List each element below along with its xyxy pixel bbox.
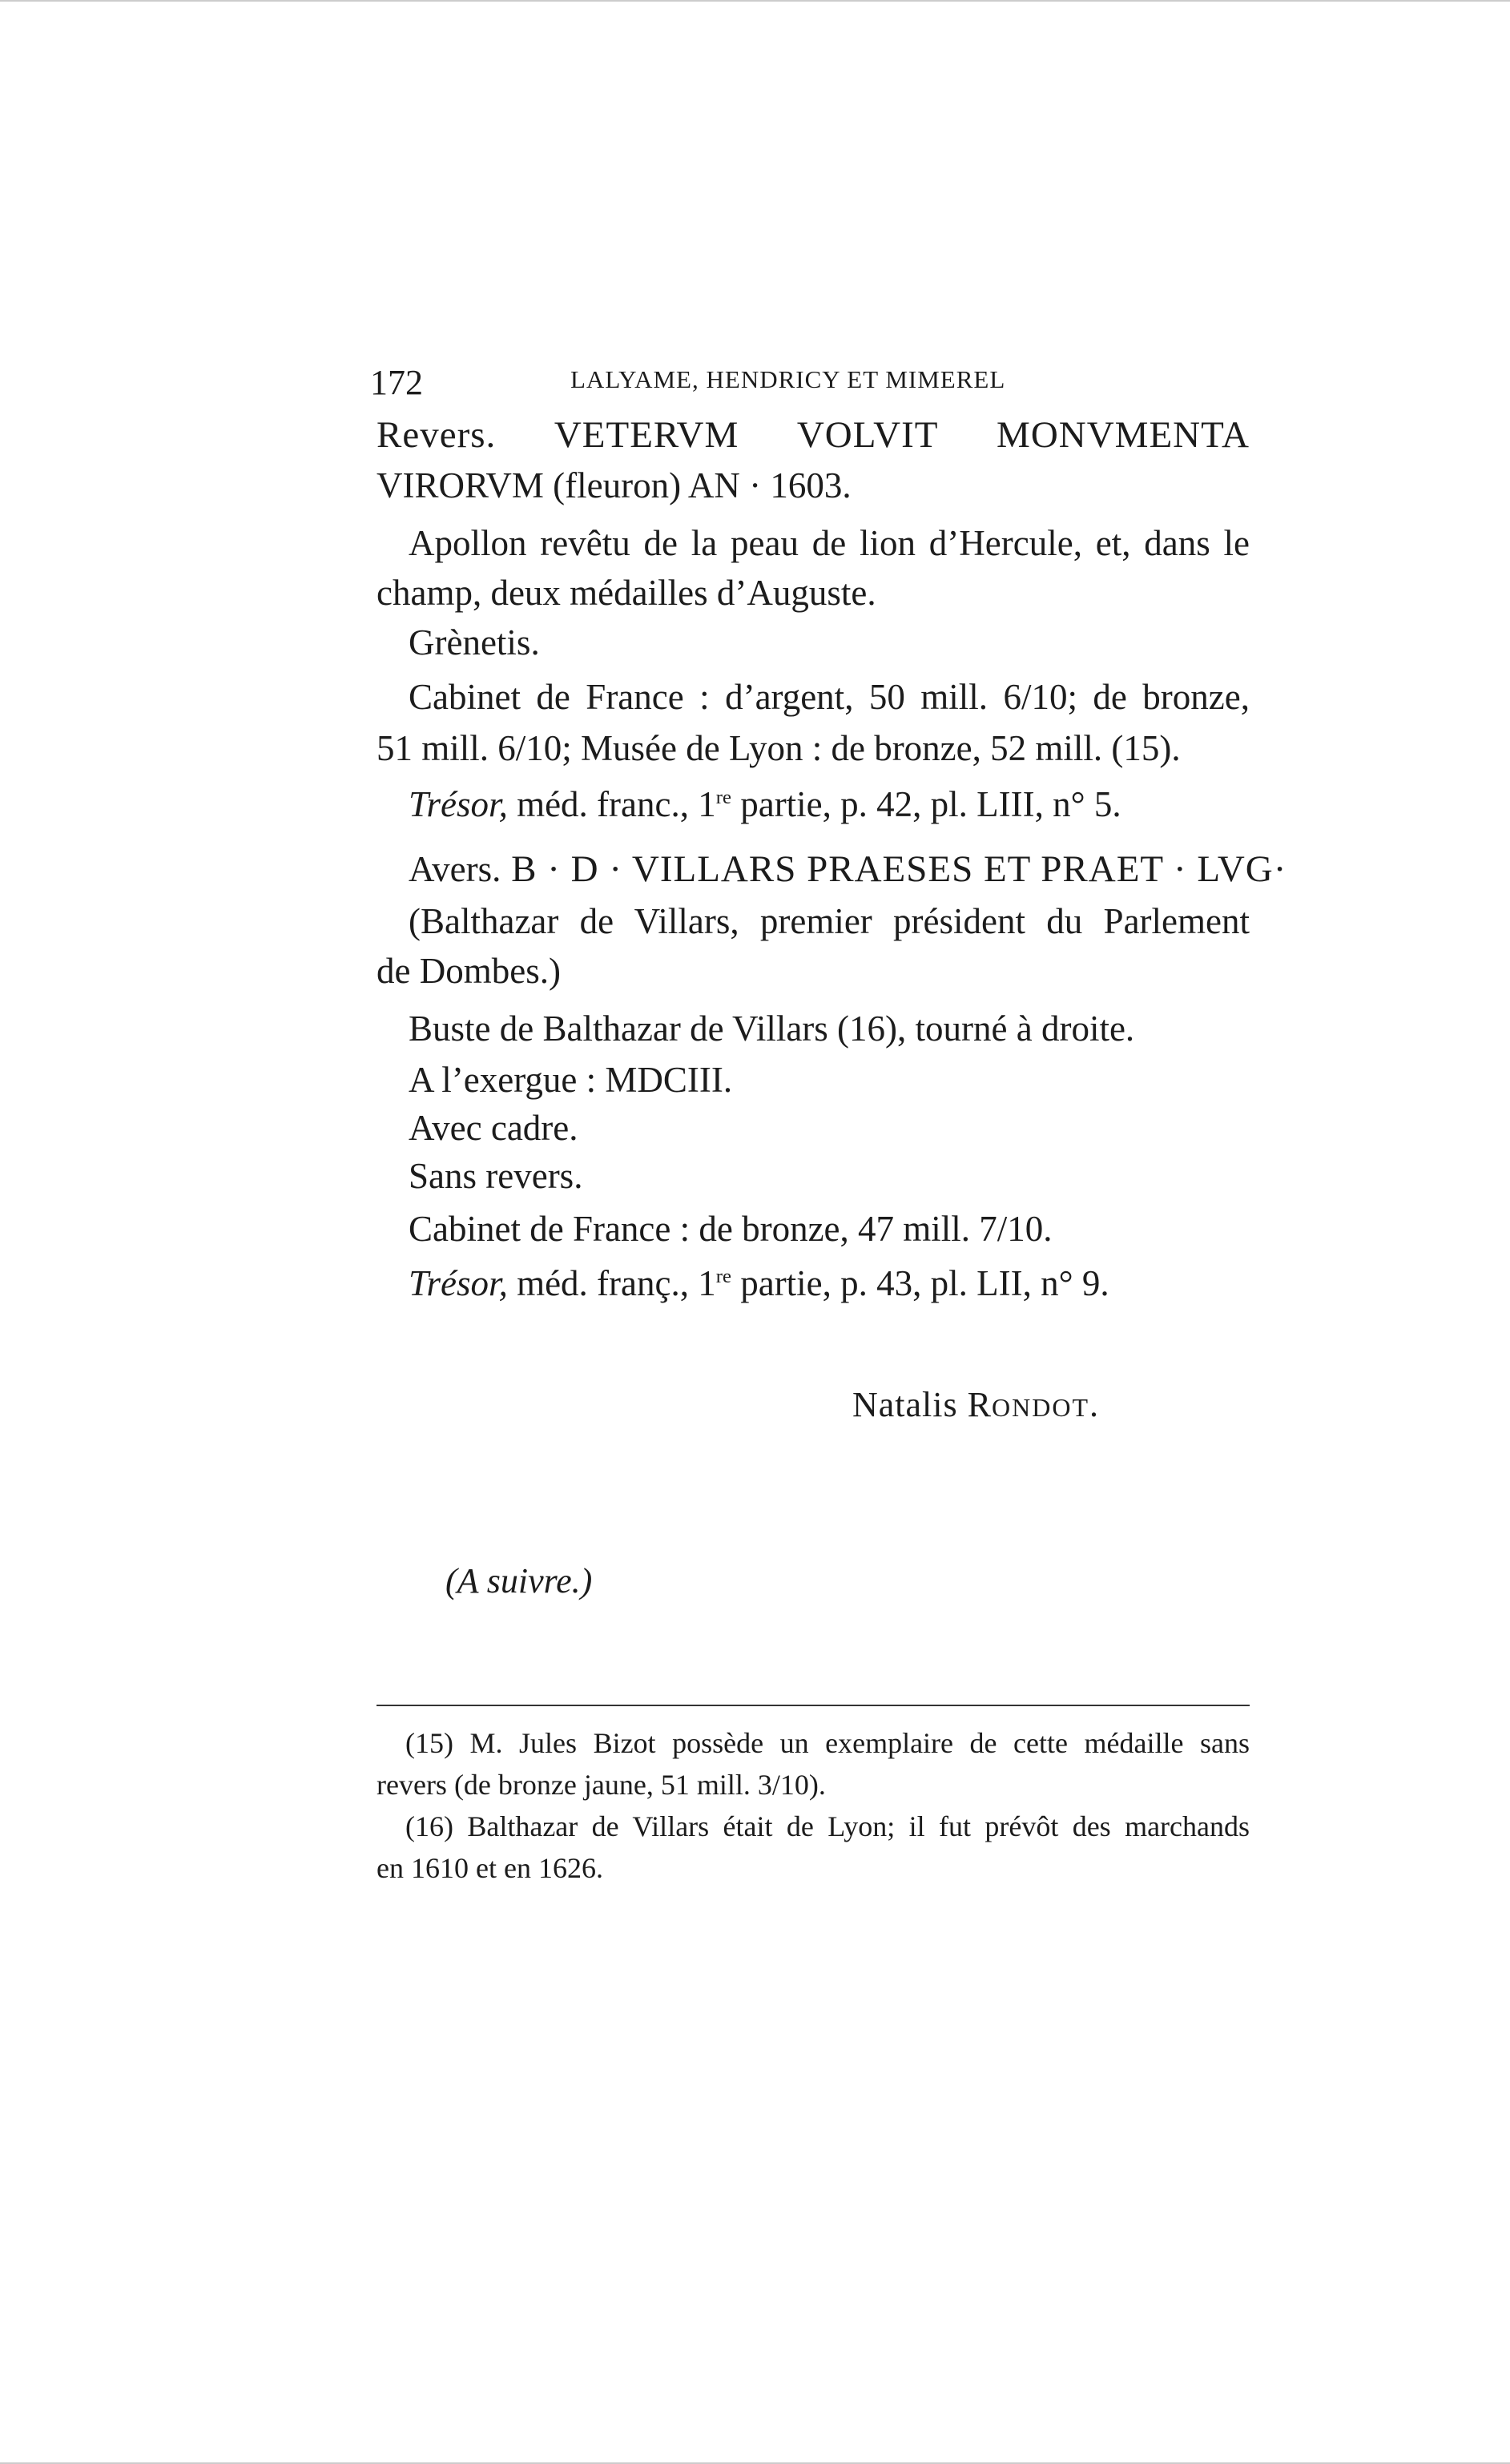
body-line-avers: Avers. B · D · VILLARS PRAESES ET PRAET · LVG· [409,848,1287,890]
tresor-title: Trésor, [409,784,508,824]
footnote-15-line-1: (15) M. Jules Bizot possède un exemplaire de cette médaille sans [405,1727,1250,1759]
body-line-cabinet-2: Cabinet de France : de bronze, 47 mill. 7/10. [409,1209,1053,1249]
body-line-cadre: Avec cadre. [409,1108,578,1148]
body-line-apollon: Apollon revêtu de la peau de lion d’Hercule, et, dans le [409,523,1250,563]
footnote-16-line-1: (16) Balthazar de Villars était de Lyon; il fut prévôt des marchands [405,1810,1250,1842]
author-signature: Natalis RONDOT. [852,1385,1099,1424]
body-line-sans-revers: Sans revers. [409,1156,583,1196]
footnote-16-line-2: en 1610 et en 1626. [376,1852,603,1884]
body-line-lyon: 51 mill. 6/10; Musée de Lyon : de bronze, 52 mill. (15). [376,728,1181,768]
tresor-title-2: Trésor, [409,1263,508,1303]
body-line-tresor-2: Trésor, méd. franç., 1re partie, p. 43, pl. LII, n° 9. [409,1263,1109,1303]
footnote-15-line-2: revers (de bronze jaune, 51 mill. 3/10). [376,1769,826,1801]
body-line-champ: champ, deux médailles d’Auguste. [376,573,876,613]
page-number: 172 [370,363,423,402]
body-line-virorvm: VIRORVM (fleuron) AN · 1603. [376,465,852,505]
footnote-rule [376,1705,1250,1706]
continuation-note: (A suivre.) [445,1561,593,1600]
scan-edge-top [0,0,1510,2]
body-line-dombes: de Dombes.) [376,951,561,991]
body-line-balthazar: (Balthazar de Villars, premier président du Parlement [409,901,1250,941]
body-line-exergue: A l’exergue : MDCIII. [409,1060,733,1100]
body-line-grenetis: Grènetis. [409,622,540,662]
body-line-buste: Buste de Balthazar de Villars (16), tourné à droite. [409,1009,1135,1049]
body-line-revers: Revers. VETERVM VOLVIT MONVMENTA [376,414,1250,456]
body-line-tresor-1: Trésor, méd. franc., 1re partie, p. 42, pl. LIII, n° 5. [409,784,1121,824]
running-title: LALYAME, HENDRICY ET MIMEREL [570,365,1006,393]
body-line-cabinet-1: Cabinet de France : d’argent, 50 mill. 6/10; de bronze, [409,677,1250,717]
